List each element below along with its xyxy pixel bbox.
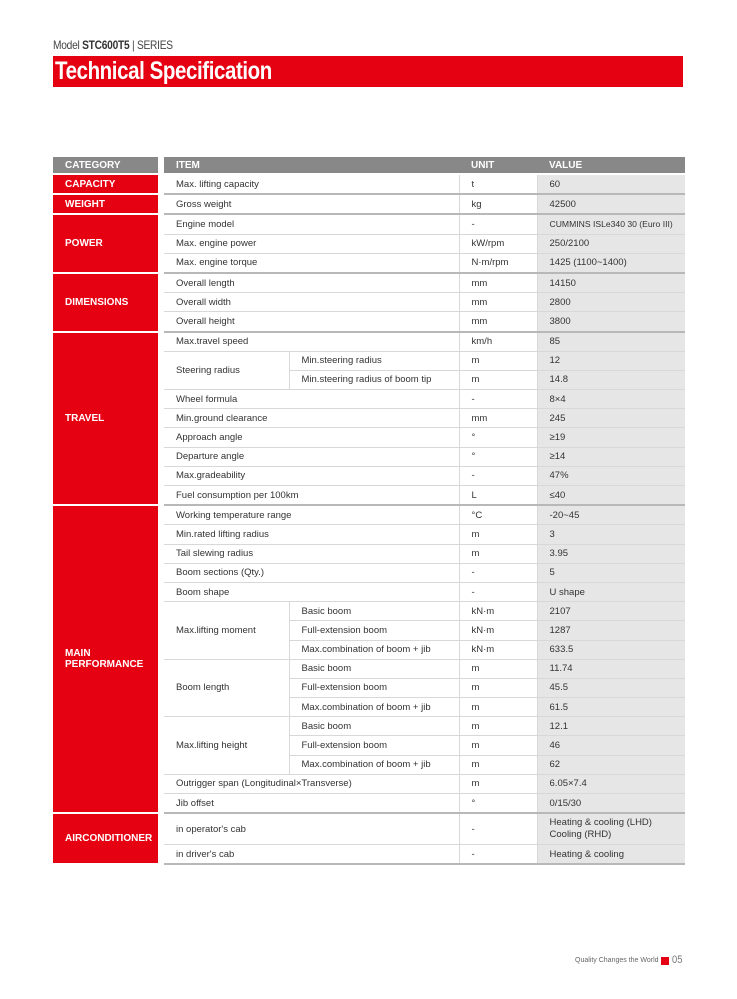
category-main-performance: MAIN PERFORMANCE [53, 505, 161, 813]
unit-cell: ° [459, 794, 537, 814]
item-cell: Max.travel speed [161, 332, 459, 352]
value-cell: 6.05×7.4 [537, 774, 685, 793]
sub-item-cell: Basic boom [289, 717, 459, 736]
value-cell: ≤40 [537, 486, 685, 506]
unit-cell: mm [459, 273, 537, 293]
unit-cell: °C [459, 505, 537, 525]
unit-cell: km/h [459, 332, 537, 352]
value-cell: 0/15/30 [537, 794, 685, 814]
unit-cell: - [459, 390, 537, 409]
item-cell: in driver's cab [161, 845, 459, 865]
item-cell: Overall length [161, 273, 459, 293]
value-cell: 3800 [537, 312, 685, 332]
value-cell: 12 [537, 351, 685, 370]
item-cell: Min.ground clearance [161, 409, 459, 428]
item-cell: Min.rated lifting radius [161, 525, 459, 544]
unit-cell: - [459, 813, 537, 845]
item-cell: Overall width [161, 293, 459, 312]
item-cell: Max.gradeability [161, 466, 459, 485]
value-cell: ≥19 [537, 428, 685, 447]
table-row [53, 332, 685, 352]
spec-table [53, 157, 685, 865]
unit-cell: kN·m [459, 640, 537, 659]
item-cell: Max. engine power [161, 234, 459, 253]
item-cell: Max. lifting capacity [161, 174, 459, 194]
sub-item-cell: Min.steering radius of boom tip [289, 370, 459, 389]
value-cell: 61.5 [537, 698, 685, 717]
category-dimensions: DIMENSIONS [53, 273, 161, 332]
unit-cell: m [459, 698, 537, 717]
value-cell: 2800 [537, 293, 685, 312]
sub-item-cell: Max.combination of boom + jib [289, 640, 459, 659]
category-power: POWER [53, 214, 161, 273]
page-number: 05 [672, 954, 683, 966]
unit-cell: L [459, 486, 537, 506]
unit-cell: m [459, 717, 537, 736]
unit-cell: - [459, 466, 537, 485]
value-cell: 60 [537, 174, 685, 194]
item-cell: in operator's cab [161, 813, 459, 845]
item-cell: Overall height [161, 312, 459, 332]
value-cell: CUMMINS ISLe340 30 (Euro III) [537, 214, 685, 234]
item-cell: Max. engine torque [161, 253, 459, 273]
unit-cell: mm [459, 293, 537, 312]
model-prefix: Model [53, 38, 80, 52]
unit-cell: - [459, 214, 537, 234]
table-row [53, 174, 685, 194]
page-title: Technical Specification [55, 57, 272, 85]
footer-red-square-icon [661, 957, 669, 965]
item-cell: Gross weight [161, 194, 459, 214]
item-cell: Tail slewing radius [161, 544, 459, 563]
value-cell: -20~45 [537, 505, 685, 525]
value-cell: 3 [537, 525, 685, 544]
unit-cell: kN·m [459, 602, 537, 621]
value-cell: 250/2100 [537, 234, 685, 253]
model-suffix: | SERIES [131, 38, 173, 52]
sub-item-cell: Max.combination of boom + jib [289, 755, 459, 774]
unit-cell: m [459, 774, 537, 793]
item-cell: Steering radius [161, 351, 289, 389]
unit-cell: mm [459, 409, 537, 428]
footer-slogan: Quality Changes the World [575, 957, 659, 964]
unit-cell: m [459, 351, 537, 370]
unit-cell: m [459, 525, 537, 544]
unit-cell: t [459, 174, 537, 194]
unit-cell: kW/rpm [459, 234, 537, 253]
unit-cell: m [459, 659, 537, 678]
value-cell: 11.74 [537, 659, 685, 678]
value-cell: 245 [537, 409, 685, 428]
value-cell: U shape [537, 582, 685, 601]
unit-cell: m [459, 370, 537, 389]
unit-cell: - [459, 582, 537, 601]
value-cell: 14150 [537, 273, 685, 293]
value-cell: 62 [537, 755, 685, 774]
unit-cell: kg [459, 194, 537, 214]
sub-item-cell: Basic boom [289, 659, 459, 678]
value-cell: 14.8 [537, 370, 685, 389]
value-cell: 8×4 [537, 390, 685, 409]
value-cell: 46 [537, 736, 685, 755]
value-cell: Heating & cooling [537, 845, 685, 865]
value-cell: 45.5 [537, 678, 685, 697]
title-bar [53, 56, 683, 87]
value-cell: Heating & cooling (LHD) Cooling (RHD) [537, 813, 685, 845]
table-row [53, 214, 685, 234]
unit-cell: m [459, 755, 537, 774]
value-cell: 5 [537, 563, 685, 582]
item-cell: Departure angle [161, 447, 459, 466]
item-cell: Approach angle [161, 428, 459, 447]
category-airconditioner: AIRCONDITIONER [53, 813, 161, 864]
unit-cell: ° [459, 447, 537, 466]
item-cell: Boom sections (Qty.) [161, 563, 459, 582]
model-line [53, 38, 173, 52]
item-cell: Boom shape [161, 582, 459, 601]
col-header-item: ITEM [161, 157, 459, 174]
unit-cell: - [459, 563, 537, 582]
item-cell: Max.lifting moment [161, 602, 289, 660]
table-row [53, 194, 685, 214]
value-cell: ≥14 [537, 447, 685, 466]
value-cell: 42500 [537, 194, 685, 214]
table-row [53, 813, 685, 845]
table-row [53, 273, 685, 293]
table-header-row [53, 157, 685, 174]
category-capacity: CAPACITY [53, 174, 161, 194]
sub-item-cell: Max.combination of boom + jib [289, 698, 459, 717]
model-name: STC600T5 [82, 38, 130, 52]
col-header-category: CATEGORY [53, 157, 161, 174]
value-cell: 1287 [537, 621, 685, 640]
col-header-value: VALUE [537, 157, 685, 174]
unit-cell: mm [459, 312, 537, 332]
unit-cell: m [459, 544, 537, 563]
item-cell: Boom length [161, 659, 289, 717]
value-cell: 47% [537, 466, 685, 485]
value-cell: 633.5 [537, 640, 685, 659]
item-cell: Working temperature range [161, 505, 459, 525]
value-cell: 12.1 [537, 717, 685, 736]
unit-cell: - [459, 845, 537, 865]
value-cell: 2107 [537, 602, 685, 621]
item-cell: Fuel consumption per 100km [161, 486, 459, 506]
category-travel: TRAVEL [53, 332, 161, 506]
sub-item-cell: Basic boom [289, 602, 459, 621]
category-weight: WEIGHT [53, 194, 161, 214]
unit-cell: m [459, 736, 537, 755]
col-header-unit: UNIT [459, 157, 537, 174]
item-cell: Engine model [161, 214, 459, 234]
sub-item-cell: Min.steering radius [289, 351, 459, 370]
sub-item-cell: Full-extension boom [289, 736, 459, 755]
item-cell: Wheel formula [161, 390, 459, 409]
item-cell: Outrigger span (Longitudinal×Transverse) [161, 774, 459, 793]
sub-item-cell: Full-extension boom [289, 621, 459, 640]
value-cell: 85 [537, 332, 685, 352]
value-cell: 1425 (1100~1400) [537, 253, 685, 273]
unit-cell: ° [459, 428, 537, 447]
table-row [53, 505, 685, 525]
sub-item-cell: Full-extension boom [289, 678, 459, 697]
unit-cell: m [459, 678, 537, 697]
item-cell: Max.lifting height [161, 717, 289, 775]
unit-cell: kN·m [459, 621, 537, 640]
value-cell: 3.95 [537, 544, 685, 563]
item-cell: Jib offset [161, 794, 459, 814]
unit-cell: N·m/rpm [459, 253, 537, 273]
